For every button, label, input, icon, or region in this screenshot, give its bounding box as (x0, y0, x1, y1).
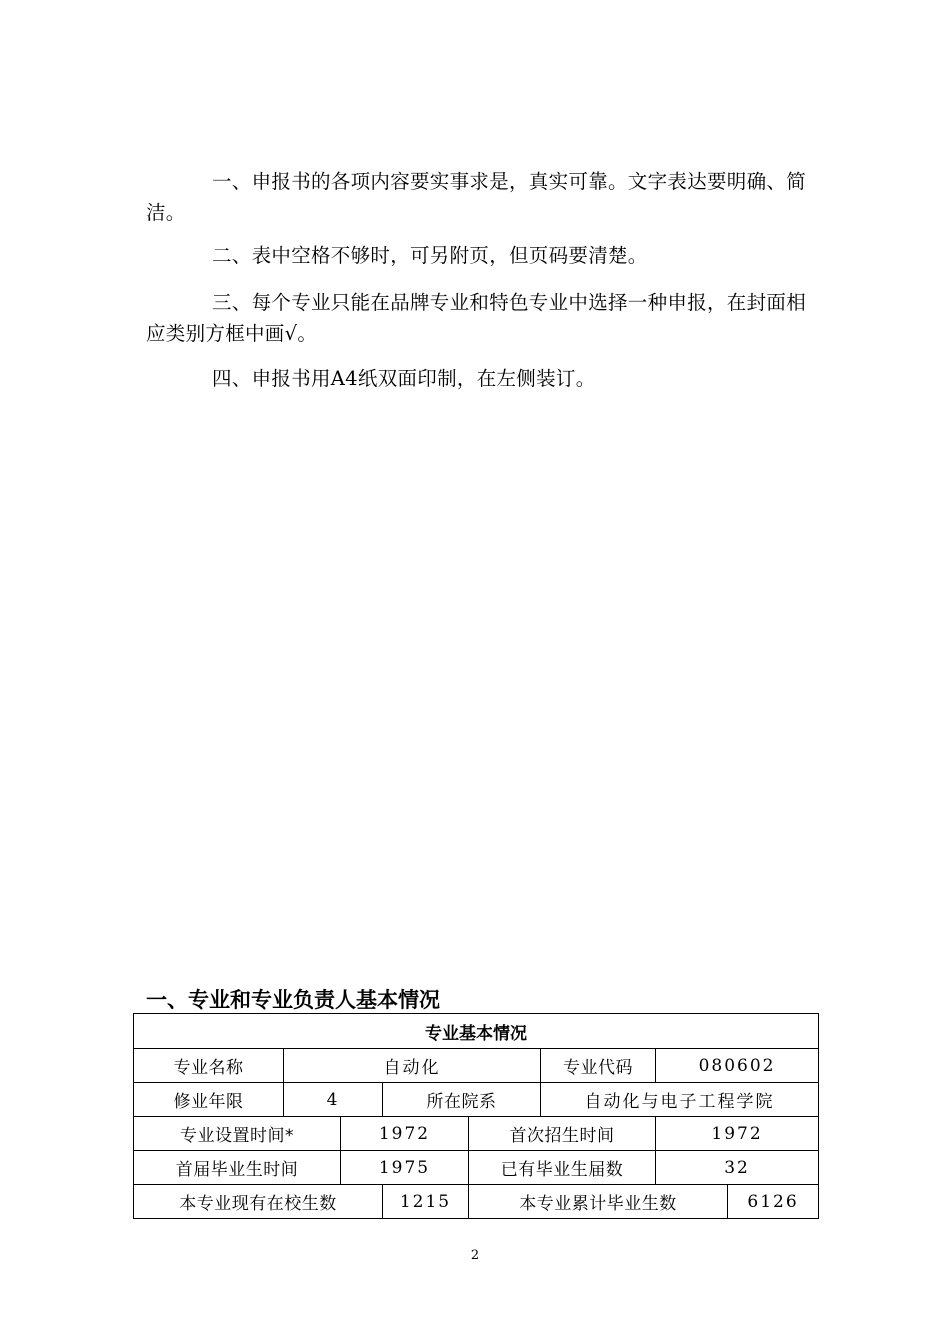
table-row (134, 1083, 819, 1117)
department-label: 所在院系 (383, 1083, 541, 1117)
instruction-3: 三、每个专业只能在品牌专业和特色专业中选择一种申报，在封面相应类别方框中画√。 (146, 291, 807, 345)
first-enroll-value: 1972 (656, 1117, 819, 1151)
table-title: 专业基本情况 (134, 1014, 819, 1049)
page-number: 2 (470, 1248, 480, 1263)
major-basic-info-table (133, 1013, 819, 1219)
duration-value: 4 (284, 1083, 383, 1117)
established-value: 1972 (341, 1117, 469, 1151)
table-title-row (134, 1014, 819, 1049)
section-heading: 一、专业和专业负责人基本情况 (146, 988, 440, 1012)
instruction-4: 四、申报书用A4纸双面印制，在左侧装订。 (212, 367, 596, 390)
current-students-label: 本专业现有在校生数 (134, 1185, 383, 1219)
grad-classes-value: 32 (656, 1151, 819, 1185)
table-row (134, 1049, 819, 1083)
department-value: 自动化与电子工程学院 (541, 1083, 819, 1117)
major-name-label: 专业名称 (134, 1049, 284, 1083)
major-code-label: 专业代码 (541, 1049, 656, 1083)
table-row (134, 1117, 819, 1151)
duration-label: 修业年限 (134, 1083, 284, 1117)
first-grad-label: 首届毕业生时间 (134, 1151, 341, 1185)
instruction-1: 一、申报书的各项内容要实事求是，真实可靠。文字表达要明确、简洁。 (146, 170, 807, 224)
current-students-value: 1215 (383, 1185, 469, 1219)
grad-classes-label: 已有毕业生届数 (469, 1151, 656, 1185)
major-code-value: 080602 (656, 1049, 819, 1083)
total-grads-value: 6126 (728, 1185, 819, 1219)
table-row (134, 1151, 819, 1185)
established-label: 专业设置时间* (134, 1117, 341, 1151)
total-grads-label: 本专业累计毕业生数 (469, 1185, 728, 1219)
major-name-value: 自动化 (284, 1049, 541, 1083)
first-grad-value: 1975 (341, 1151, 469, 1185)
table-row (134, 1185, 819, 1219)
first-enroll-label: 首次招生时间 (469, 1117, 656, 1151)
instruction-2: 二、表中空格不够时，可另附页，但页码要清楚。 (212, 244, 648, 267)
